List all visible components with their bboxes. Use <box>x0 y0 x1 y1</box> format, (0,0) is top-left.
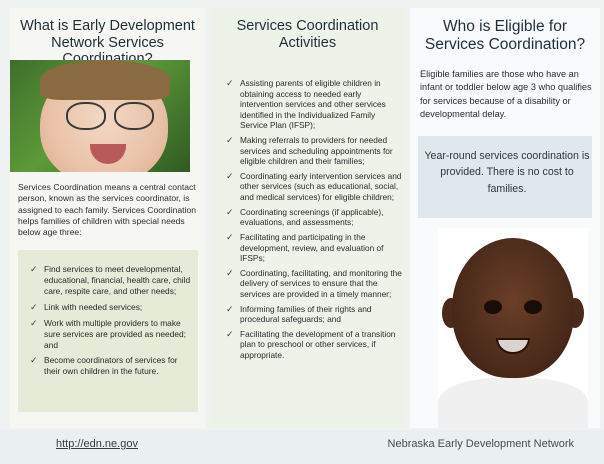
column2-checklist <box>224 78 402 365</box>
check-icon: ✓ <box>30 264 38 274</box>
organization-name: Nebraska Early Development Network <box>387 438 574 450</box>
check-icon: ✓ <box>226 206 234 217</box>
check-icon: ✓ <box>30 317 38 328</box>
column-activities <box>210 8 405 428</box>
list-item: ✓ Coordinating early intervention services and other services (such as educational, social, and medical services) for eligible children; <box>226 170 402 203</box>
check-icon: ✓ <box>226 303 234 314</box>
list-item: ✓ Become coordinators of services for their own children in the future. <box>30 355 178 377</box>
list-item: ✓ Coordinating, facilitating, and monitoring the delivery of services to ensure that the services are provided in a timely manner; <box>226 267 402 299</box>
check-icon: ✓ <box>30 355 38 366</box>
list-item: ✓ Coordinating screenings (if applicable), evaluations, and assessments; <box>226 206 384 228</box>
list-item: ✓ Informing families of their rights and procedural safeguards; and <box>226 303 372 325</box>
column2-title: Services Coordination Activities <box>236 18 379 51</box>
column3-title: Who is Eligible for Services Coordination? <box>424 18 586 53</box>
list-item: ✓ Facilitating and participating in the development, review, and evaluation of IFSPs; <box>226 231 384 264</box>
list-item: ✓ Facilitating the development of a transition plan to preschool or other services, if appropriate. <box>226 328 396 361</box>
column1-intro: Services Coordination means a central contact person, known as the services coordinator, is assigned to each family. Services Coordination helps families of children with special needs below age three: <box>18 182 197 238</box>
list-item: ✓ Making referrals to providers for needed services and scheduling appointments for eligible children and their families; <box>226 135 393 167</box>
smiling-baby-photo <box>438 228 588 428</box>
check-icon: ✓ <box>226 267 234 278</box>
child-with-glasses-photo <box>10 60 190 172</box>
check-icon: ✓ <box>226 78 234 88</box>
check-icon: ✓ <box>226 135 234 146</box>
list-item: ✓ Find services to meet developmental, educational, financial, health care, child care, respite care, and other needs; <box>30 264 191 296</box>
column1-checklist <box>28 264 194 382</box>
check-icon: ✓ <box>30 301 38 312</box>
list-item: ✓ Assisting parents of eligible children in obtaining access to needed early intervention services and other services identified in the Individualized Family Service Plan (IFSP); <box>226 78 386 131</box>
check-icon: ✓ <box>226 328 234 339</box>
no-cost-highlight: Year-round services coordination is provided. There is no cost to families. <box>424 150 590 195</box>
list-item: ✓ Work with multiple providers to make sure services are provided as needed; and <box>30 317 186 350</box>
column1-title: What is Early Development Network Services <box>20 18 195 51</box>
website-link[interactable]: http://edn.ne.gov <box>56 438 138 450</box>
eligibility-text: Eligible families are those who have an infant or toddler below age 3 who qualifies for services because of a disability or developmental delay. <box>420 69 592 120</box>
check-icon: ✓ <box>226 170 234 181</box>
footer <box>0 430 604 464</box>
check-icon: ✓ <box>226 231 234 242</box>
list-item: ✓ Link with needed services; <box>30 301 143 312</box>
